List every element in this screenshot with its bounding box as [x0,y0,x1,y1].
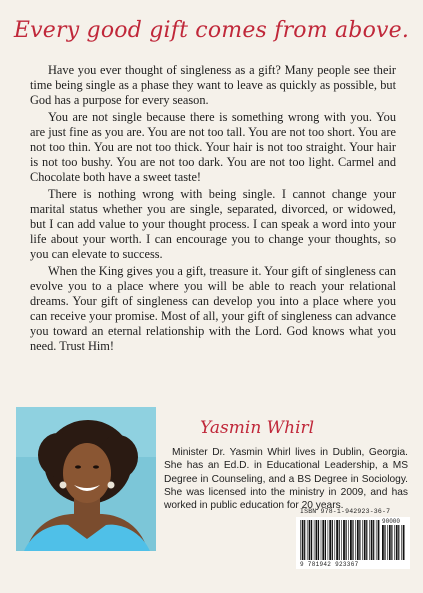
barcode-bar [384,525,385,560]
barcode-bar [316,520,318,560]
barcode-bar [364,520,366,560]
barcode-bar [376,520,377,560]
barcode-bar [304,520,305,560]
barcode-bar [341,520,342,560]
barcode-bar [325,520,326,560]
barcode-bar [387,525,388,560]
barcode [296,517,410,569]
barcode-bar [403,525,405,560]
barcode-digits: 9 781942 923367 [300,561,359,568]
headline: Every good gift comes from above. [13,18,410,43]
barcode-bar [391,525,392,560]
barcode-bar [378,520,380,560]
barcode-bar [373,520,374,560]
barcode-bar [328,520,329,560]
barcode-bars [300,520,380,560]
paragraph: There is nothing wrong with being single. I cannot change your marital status whether you are single, separated, divorced, or widowed, but I can add value to your thought process. I can speak a word into your life about your worth. I can encourage you to change your thoughts, so you can elevate to success. [30,187,396,261]
barcode-bar [322,520,324,560]
barcode-bar [398,525,399,560]
barcode-bar [329,520,331,560]
barcode-bar [352,520,353,560]
barcode-bar [366,520,367,560]
paragraph: Have you ever thought of singleness as a gift? Many people see their time being single as a phase they want to leave as quickly as possible, but God has a purpose for every season. [30,63,396,107]
barcode-bar [300,520,301,560]
author-photo [16,407,156,551]
barcode-bar [332,520,333,560]
barcode-bar [359,520,360,560]
isbn-label: ISBN 978-1-942923-36-7 [300,508,391,515]
barcode-bar [318,520,319,560]
barcode-bar [311,520,312,560]
barcode-bar [362,520,363,560]
barcode-bar [321,520,322,560]
paragraph: You are not single because there is something wrong with you. You are just fine as you are. You are not too tall. You are not too short. You are not too thin. You are not too thick. Your hair is not too straight. Your hair is not too bushy. You are not too dark. You are not too light. Carmel and Chocolate both have a sweet taste! [30,110,396,184]
barcode-bar [335,520,336,560]
barcode-addon-digits: 90000 [382,518,401,525]
barcode-bar [389,525,391,560]
barcode-bar [394,525,395,560]
barcode-bar [307,520,308,560]
barcode-bar [309,520,311,560]
barcode-bar [369,520,370,560]
back-cover-text [30,63,396,356]
barcode-bar [314,520,315,560]
barcode-bar [401,525,402,560]
barcode-bar [336,520,338,560]
author-name: Yasmin Whirl [200,418,315,438]
barcode-bar [339,520,340,560]
barcode-addon-bars [382,525,406,560]
barcode-bar [396,525,398,560]
barcode-bar [302,520,304,560]
barcode-bar [382,525,384,560]
barcode-bar [350,520,352,560]
author-bio: Minister Dr. Yasmin Whirl lives in Dublin, Georgia. She has an Ed.D. in Educational Leadership, a MS Degree in Counseling, and a BS Degree in Sociology. She was licensed into the ministry in 2009, and has worked in public education for 20 years. [164,447,408,512]
paragraph: When the King gives you a gift, treasure it. Your gift of singleness can evolve you to a place where you will be able to reach your relational dreams. Your gift of singleness can develop you into a place where you can receive your promise. Most of all, your gift of singleness can advance you toward an eternal relationship with the Lord. God knows what you need. Trust Him! [30,264,396,353]
barcode-bar [357,520,359,560]
barcode-bar [343,520,345,560]
barcode-bar [348,520,349,560]
barcode-bar [371,520,373,560]
barcode-bar [355,520,356,560]
barcode-bar [346,520,347,560]
